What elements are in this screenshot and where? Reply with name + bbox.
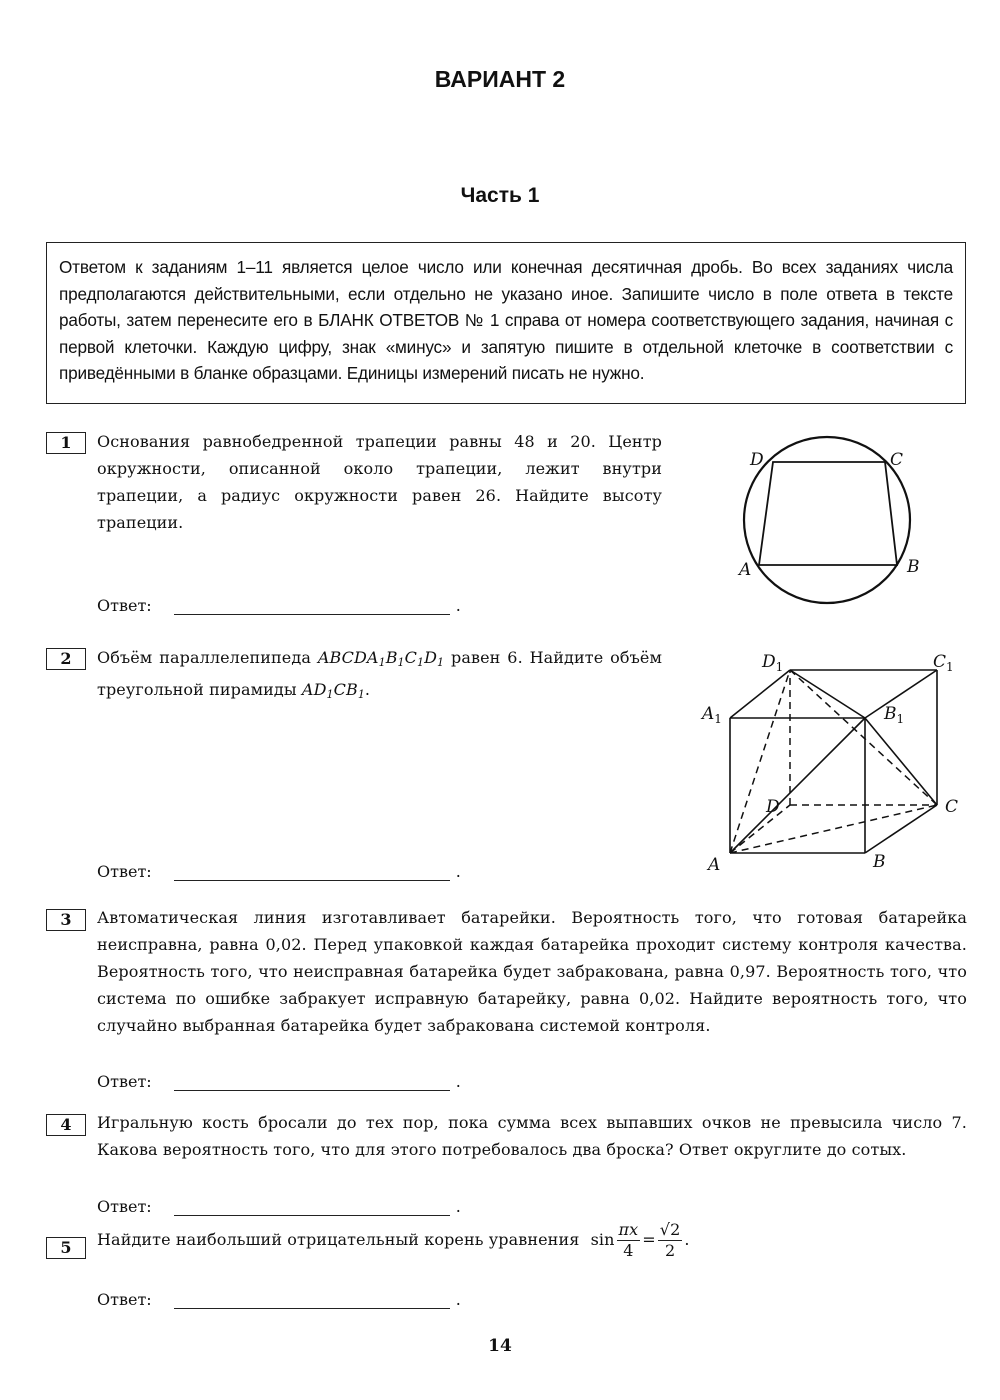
vertex-label-d: D	[750, 450, 764, 470]
answer-dot: .	[455, 862, 461, 881]
vertex-label-b1: $B_1$	[884, 704, 905, 726]
task-text: Основания равнобедренной трапеции равны 48 и 20. Центр окружности, описанной около трапеции, лежит внутри трапеции, а радиус окружности равен 26. Найдите высоту трапеции.	[97, 432, 662, 532]
pyramid-name: $AD_1CB_1$	[301, 680, 365, 701]
vertex-label-c: C	[890, 450, 904, 470]
hidden-edge-d1c	[790, 670, 937, 805]
variant-title: ВАРИАНТ 2	[434, 66, 566, 92]
task-text: Игральную кость бросали до тех пор, пока сумма всех выпавших очков не превысила число 7. Какова вероятность того, что для этого потребовалось два броска? Ответ округлите до сотых.	[97, 1113, 967, 1159]
task-number-box: 4	[46, 1114, 86, 1136]
answer-label: Ответ:	[97, 1290, 152, 1309]
instructions-box	[46, 242, 966, 404]
answer-label: Ответ:	[97, 1197, 152, 1216]
vertex-label-d1: $D_1$	[762, 652, 784, 674]
task-number-box: 2	[46, 648, 86, 670]
answer-field[interactable]	[174, 1294, 450, 1309]
edge-bc	[865, 805, 937, 853]
vertex-label-a: A	[739, 560, 752, 580]
answer-dot: .	[455, 1290, 461, 1309]
vertex-label-c: C	[945, 797, 959, 817]
vertex-label-b: B	[873, 852, 886, 872]
hidden-edge-ad1	[730, 670, 790, 853]
text-fragment: равен 6. Найдите объём треугольной пирамиды	[97, 648, 663, 699]
task-text	[97, 1218, 967, 1262]
fraction-lhs: $\frac{\pi x}{4}$	[618, 1220, 639, 1260]
text-fragment: Найдите наибольший отрицательный корень уравнения	[97, 1230, 580, 1249]
fraction-rhs: $\frac{√2}{2}$	[659, 1220, 681, 1260]
text-fragment: Объём параллелепипеда	[97, 648, 318, 667]
answer-field[interactable]	[174, 600, 450, 615]
task-number-box: 5	[46, 1237, 86, 1259]
answer-label: Ответ:	[97, 596, 152, 615]
answer-field[interactable]	[174, 1076, 450, 1091]
task-number-box: 1	[46, 432, 86, 454]
task-number-box: 3	[46, 909, 86, 931]
answer-row	[97, 862, 461, 881]
answer-field[interactable]	[174, 1201, 450, 1216]
trapezoid	[759, 462, 897, 565]
trapezoid-circle-figure	[725, 435, 945, 615]
vertex-label-a1: $A_1$	[702, 704, 722, 726]
answer-row	[97, 1197, 461, 1216]
answer-field[interactable]	[174, 866, 450, 881]
task-text: Объём параллелепипеда $ABCDA_1B_1C_1D_1$ равен 6. Найдите объём треугольной пирамиды $AD_1CB_1$.	[97, 648, 663, 701]
task-text: Автоматическая линия изготавливает батарейки. Вероятность того, что готовая батарейка неисправна, равна 0,02. Перед упаковкой каждая батарейка проходит систему контроля качества. Вероятность того, что неисправная батарейка будет забракована, равна 0,97. Вероятность того, что система по ошибке забракует исправную батарейку, равна 0,02. Найдите вероятность того, что случайно выбранная батарейка будет забракована системой контроля.	[97, 908, 967, 1035]
instructions-text: Ответом к заданиям 1–11 является целое число или конечная десятичная дробь. Во всех заданиях числа предполагаются действительными, если отдельно не указано иное. Запишите число в поле ответа в тексте работы, затем перенесите его в БЛАНК ОТВЕТОВ № 1 справа от номера соответствующего задания, начиная с первой клеточки. Каждую цифру, знак «минус» и запятую пишите в отдельной клеточке в соответствии с приведёнными в бланке образцами. Единицы измерений писать не нужно.	[59, 257, 953, 383]
solid-name: $ABCDA_1B_1C_1D_1$	[317, 648, 445, 669]
vertex-label-d: D	[766, 797, 780, 817]
answer-dot: .	[455, 596, 461, 615]
edge-b1c1	[865, 670, 937, 718]
edge-a1d1	[730, 670, 790, 718]
answer-row	[97, 596, 461, 615]
answer-row	[97, 1072, 461, 1091]
edge-ab1	[730, 718, 865, 853]
edge-b1c	[865, 718, 937, 805]
equation: sin $\frac{\pi x}{4}$ = $\frac{√2}{2}$ .	[590, 1220, 690, 1260]
vertex-label-a: A	[708, 855, 721, 875]
answer-label: Ответ:	[97, 1072, 152, 1091]
vertex-label-b: B	[907, 557, 920, 577]
vertex-label-c1: $C_1$	[933, 652, 954, 674]
answer-label: Ответ:	[97, 862, 152, 881]
parallelepiped-figure	[690, 645, 980, 880]
answer-dot: .	[455, 1072, 461, 1091]
part-title: Часть 1	[460, 184, 540, 207]
answer-dot: .	[455, 1197, 461, 1216]
answer-row	[97, 1290, 461, 1309]
edge-d1b1	[790, 670, 865, 718]
page-number: 14	[488, 1336, 512, 1356]
